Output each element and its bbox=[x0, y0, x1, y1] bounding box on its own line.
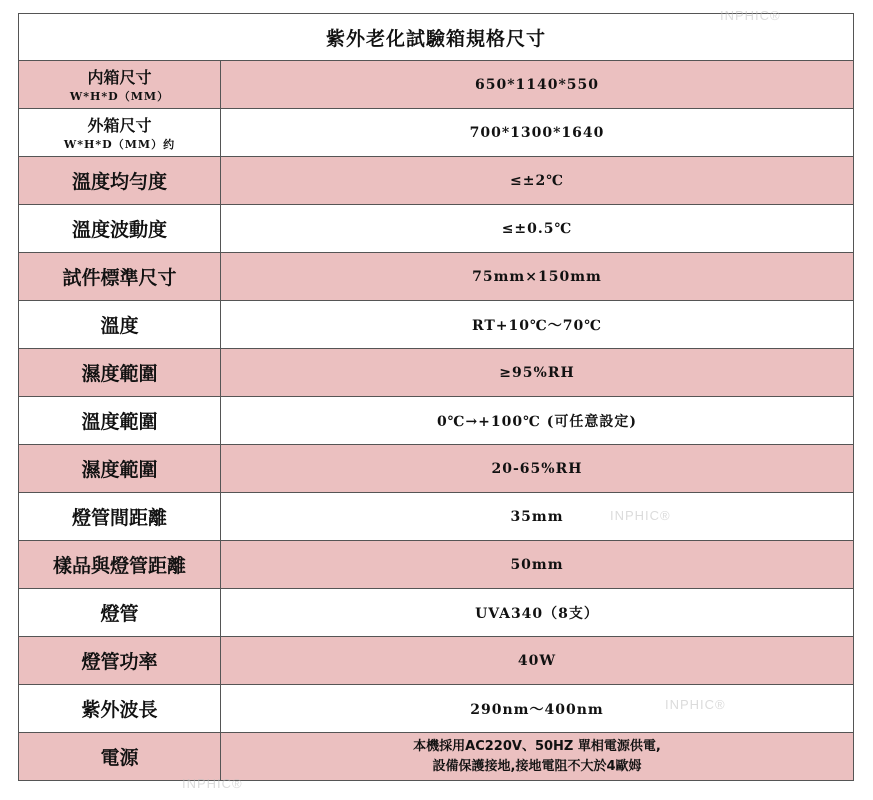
table-title: 紫外老化試驗箱規格尺寸 bbox=[19, 14, 854, 61]
table-row bbox=[19, 253, 854, 301]
row-label: 樣品與燈管距離 bbox=[19, 541, 221, 589]
watermark: INPHIC® bbox=[182, 776, 243, 791]
watermark: INPHIC® bbox=[610, 508, 671, 523]
row-label: 溫度均勻度 bbox=[19, 157, 221, 205]
table-row bbox=[19, 589, 854, 637]
table-row bbox=[19, 301, 854, 349]
row-label bbox=[19, 109, 221, 157]
row-label bbox=[19, 61, 221, 109]
row-label: 燈管 bbox=[19, 589, 221, 637]
row-value: ≤±2℃ bbox=[221, 157, 854, 205]
row-label-sub: W*H*D（MM） bbox=[69, 90, 170, 103]
table-row bbox=[19, 397, 854, 445]
row-label: 燈管間距離 bbox=[19, 493, 221, 541]
table-row bbox=[19, 685, 854, 733]
table-row bbox=[19, 733, 854, 781]
row-label: 濕度範圍 bbox=[19, 445, 221, 493]
row-label: 溫度波動度 bbox=[19, 205, 221, 253]
row-label: 電源 bbox=[19, 733, 221, 781]
row-label-main: 内箱尺寸 bbox=[87, 68, 152, 87]
row-value: 700*1300*1640 bbox=[221, 109, 854, 157]
row-label-sub: W*H*D（MM）约 bbox=[63, 138, 176, 151]
row-value: 40W bbox=[221, 637, 854, 685]
watermark: INPHIC® bbox=[720, 8, 781, 23]
table-row bbox=[19, 637, 854, 685]
table-row bbox=[19, 109, 854, 157]
table-row bbox=[19, 157, 854, 205]
row-value: 0℃→+100℃ (可任意設定) bbox=[221, 397, 854, 445]
row-value: ≤±0.5℃ bbox=[221, 205, 854, 253]
row-value-line: 本機採用AC220V、50HZ 單相電源供電, bbox=[413, 738, 661, 754]
row-value: 650*1140*550 bbox=[221, 61, 854, 109]
row-label: 紫外波長 bbox=[19, 685, 221, 733]
row-value: 290nm～400nm bbox=[221, 685, 854, 733]
row-value: UVA340（8支） bbox=[221, 589, 854, 637]
spec-table bbox=[18, 13, 854, 781]
row-value: 20-65%RH bbox=[221, 445, 854, 493]
table-row bbox=[19, 205, 854, 253]
table-row bbox=[19, 445, 854, 493]
row-value: ≥95%RH bbox=[221, 349, 854, 397]
row-label: 燈管功率 bbox=[19, 637, 221, 685]
row-label: 濕度範圍 bbox=[19, 349, 221, 397]
row-value: 75mm×150mm bbox=[221, 253, 854, 301]
row-value-line: 設備保護接地,接地電阻不大於4歐姆 bbox=[432, 758, 642, 774]
table-row bbox=[19, 61, 854, 109]
table-row bbox=[19, 541, 854, 589]
table-row bbox=[19, 493, 854, 541]
row-value: 50mm bbox=[221, 541, 854, 589]
row-label: 試件標準尺寸 bbox=[19, 253, 221, 301]
row-label: 溫度範圍 bbox=[19, 397, 221, 445]
row-value bbox=[221, 733, 854, 781]
row-label: 溫度 bbox=[19, 301, 221, 349]
row-label-main: 外箱尺寸 bbox=[87, 116, 152, 135]
watermark: INPHIC® bbox=[665, 697, 726, 712]
row-value: RT+10℃～70℃ bbox=[221, 301, 854, 349]
row-value: 35mm bbox=[221, 493, 854, 541]
title-row bbox=[19, 14, 854, 61]
table-row bbox=[19, 349, 854, 397]
